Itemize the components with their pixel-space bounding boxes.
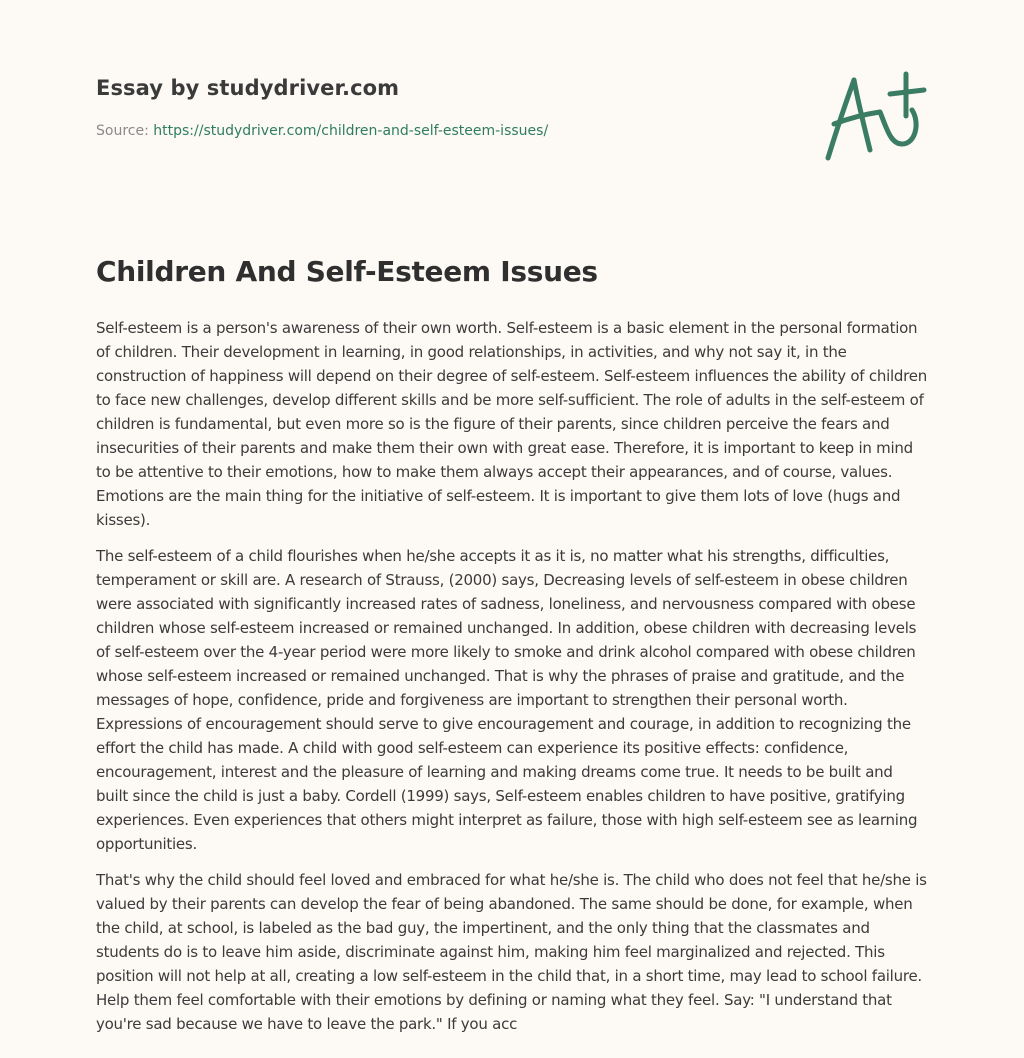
a-plus-logo-icon	[820, 68, 930, 164]
essay-paragraph-2: The self-esteem of a child flourishes when he/she accepts it as it is, no matter what his strengths, difficulties, temperament or skill are. A research of Strauss, (2000) says, Decreasing levels of self-esteem in obese children were associated with significantly increased rates of sadness, loneliness, and nervousness compared with obese children whose self-esteem increased or remained unchanged. In addition, obese children with decreasing levels of self-esteem over the 4-year period were more likely to smoke and drink alcohol compared with obese children whose self-esteem increased or remained unchanged. That is why the phrases of praise and gratitude, and the messages of hope, confidence, pride and forgiveness are important to strengthen their personal worth. Expressions of encouragement should serve to give encouragement and courage, in addition to recognizing the effort the child has made. A child with good self-esteem can experience its positive effects: confidence, encouragement, interest and the pleasure of learning and making dreams come true. It needs to be built and built since the child is just a baby. Cordell (1999) says, Self-esteem enables children to have positive, gratifying experiences. Even experiences that others might interpret as failure, those with high self-esteem see as learning opportunities.	[96, 547, 918, 853]
essay-title: Children And Self-Esteem Issues	[96, 255, 598, 288]
essay-body	[96, 316, 928, 1046]
source-prefix: Source:	[96, 123, 154, 139]
essay-paragraph-3: That's why the child should feel loved and embraced for what he/she is. The child who does not feel that he/she is valued by their parents can develop the fear of being abandoned. The same should be done, for example, when the child, at school, is labeled as the bad guy, the impertinent, and the only thing that the classmates and students do is to leave him aside, discriminate against him, making him feel marginalized and rejected. This position will not help at all, creating a low self-esteem in the child that, in a short time, may lead to school failure. Help them feel comfortable with their emotions by defining or naming what they feel. Say: "I understand that you're sad because we have to leave the park." If you acc	[96, 871, 927, 1033]
source-line	[96, 123, 548, 139]
site-label: Essay by studydriver.com	[96, 76, 400, 100]
source-link[interactable]: https://studydriver.com/children-and-self-esteem-issues/	[153, 123, 549, 139]
essay-paragraph-1: Self-esteem is a person's awareness of their own worth. Self-esteem is a basic element in the personal formation of children. Their development in learning, in good relationships, in activities, and why not say it, in the construction of happiness will depend on their degree of self-esteem. Self-esteem influences the ability of children to face new challenges, develop different skills and be more self-sufficient. The role of adults in the self-esteem of children is fundamental, but even more so is the figure of their parents, since children perceive the fears and insecurities of their parents and make them their own with great ease. Therefore, it is important to keep in mind to be attentive to their emotions, how to make them always accept their appearances, and of course, values. Emotions are the main thing for the initiative of self-esteem. It is important to give them lots of love (hugs and kisses).	[96, 319, 928, 529]
